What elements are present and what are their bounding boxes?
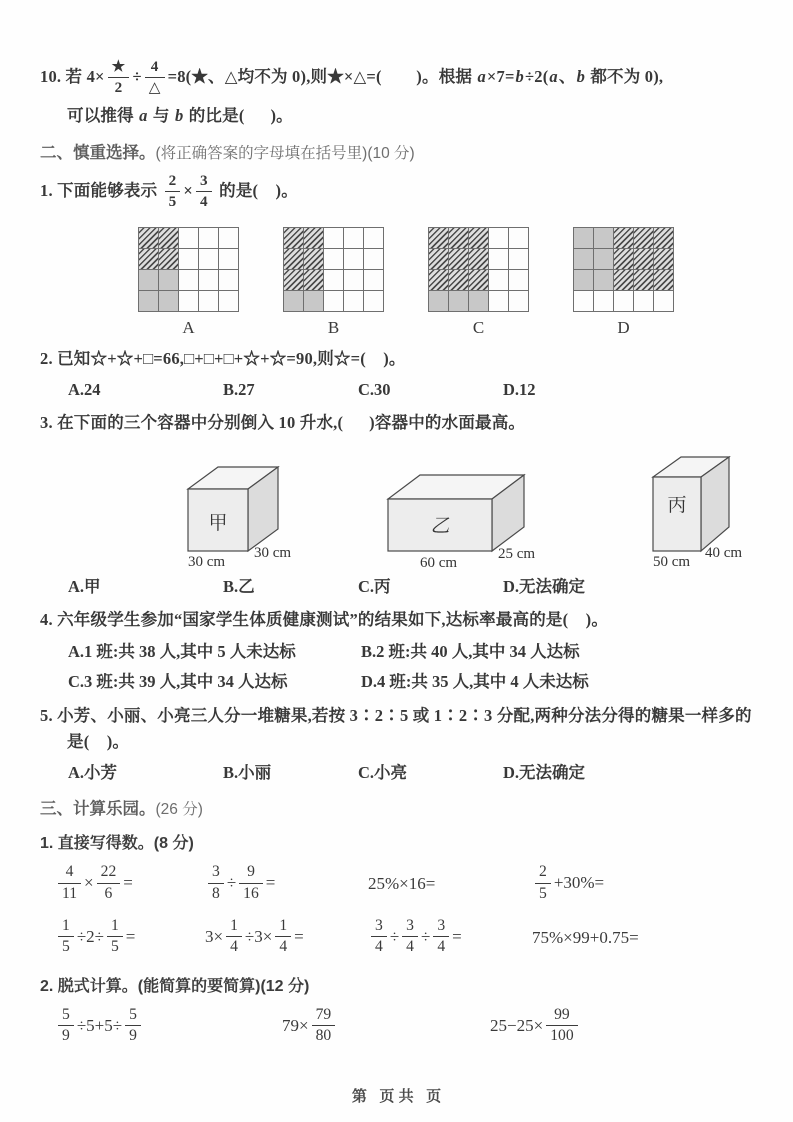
grid-cell [509,228,528,248]
grid-cell [509,249,528,269]
box-yi-bottom-dim: 60 cm [420,554,458,569]
option-c: C.30 [358,380,391,400]
grid-cell [654,249,673,269]
grid-cell [179,249,198,269]
question-2-5-line2: 是( )。 [67,731,130,751]
question-2-2: 2. 已知☆+☆+□=66,□+□+□+☆+☆=90,则☆=( )。 [40,348,406,368]
grid-cell [594,228,613,248]
grid-cell [199,291,218,311]
grid-cell [304,270,323,290]
grid-cell [284,270,303,290]
question-2-3-options [40,573,763,601]
expression: 79× $\frac{79}{80}$ [282,1006,490,1048]
option-c: C.小亮 [358,763,408,783]
grid-cell [489,228,508,248]
grid-cell [509,291,528,311]
grid-cell [344,291,363,311]
option-b: B.2 班:共 40 人,其中 34 人达标 [361,642,580,662]
fraction-grid-c-label: C [472,317,485,337]
grid-cell [364,291,383,311]
grid-cell [469,270,488,290]
grid-cell [429,270,448,290]
grid-cell [634,249,653,269]
option-a: A.甲 [68,576,101,596]
containers-row [180,447,763,569]
grid-cell [429,249,448,269]
fraction-grid-b [283,227,384,338]
fraction-grid-b-label: B [327,317,340,337]
grid-cell [199,249,218,269]
option-c: C.丙 [358,576,391,596]
grid-cell [219,291,238,311]
expression: 3× $\frac{1}{4}$ ÷3× $\frac{1}{4}$ = [205,916,304,956]
grid-cell [654,291,673,311]
question-2-4: 4. 六年级学生参加“国家学生体质健康测试”的结果如下,达标率最高的是( )。 [40,609,609,629]
grid-cell [614,249,633,269]
grid-cell [324,249,343,269]
grid-cell [159,270,178,290]
option-d: D.无法确定 [503,576,586,596]
grid-cell [344,249,363,269]
grid-cell [489,270,508,290]
grid-cell [179,228,198,248]
grid-cell [449,228,468,248]
fraction-grid-d-cells [573,227,674,312]
box-bing-side-dim: 40 cm [705,544,743,561]
grid-cell [429,291,448,311]
option-a: A.1 班:共 38 人,其中 5 人未达标 [68,642,296,662]
grid-cell [139,291,158,311]
grid-cell [574,249,593,269]
grid-cell [364,249,383,269]
grid-cell [449,270,468,290]
section-3-heading [40,797,763,822]
grid-cell [284,249,303,269]
option-b: B.小丽 [223,763,272,783]
box-bing-name: 丙 [667,494,687,516]
container-yi-figure [380,459,595,569]
section-2-heading [40,141,763,166]
grid-cell [614,270,633,290]
grid-cell [364,270,383,290]
grid-cell [469,249,488,269]
box-jia-name: 甲 [208,512,228,534]
grid-cell [159,249,178,269]
option-b: B.27 [223,380,255,400]
option-d: D.4 班:共 35 人,其中 4 人未达标 [361,671,589,691]
grid-cell [594,249,613,269]
grid-cell [634,291,653,311]
option-a: A.小芳 [68,763,118,783]
grid-cell [344,228,363,248]
section-2-title: 二、慎重选择。 [40,144,156,163]
grid-cell [614,291,633,311]
grid-cell [614,228,633,248]
question-2-5-options [40,759,763,787]
question-2-4-options-row2 [40,667,763,697]
subsection-3-1-heading: 1. 直接写得数。(8 分) [40,835,194,853]
question-2-5-line1: 5. 小芳、小丽、小亮三人分一堆糖果,若按 3∶2∶5 或 1∶2∶3 分配,两种分法分得的糖果一样多的 [40,705,752,725]
page-footer: 第 页 共 页 [351,1088,442,1105]
expression: $\frac{1}{5}$ ÷2÷ $\frac{1}{5}$ = [55,917,205,959]
grid-cell [509,270,528,290]
box-yi-illustration [380,459,595,569]
expression: $\frac{4}{11}$ × $\frac{22}{6}$ = [55,863,205,905]
grid-cell [654,270,673,290]
grid-cell [429,228,448,248]
fraction-grid-c [428,227,529,338]
section-3-note: (26 分) [155,801,203,819]
subsection-3-2-heading: 2. 脱式计算。(能简算的要简算)(12 分) [40,977,310,995]
fraction-grids-row [138,227,763,338]
box-jia-side-dim: 30 cm [254,544,292,561]
grid-cell [219,270,238,290]
grid-cell [179,291,198,311]
grid-cell [284,228,303,248]
grid-cell [344,270,363,290]
fraction-grid-a [138,227,239,338]
direct-calc-row2 [40,917,763,959]
direct-calc-row1 [40,863,763,905]
question-10 [40,58,763,129]
expression: 25%×16= [368,874,436,894]
grid-cell [574,291,593,311]
grid-cell [139,249,158,269]
grid-cell [199,270,218,290]
fraction-grid-c-cells [428,227,529,312]
expression: $\frac{3}{4}$ ÷ $\frac{3}{4}$ ÷ $\frac{3}{4}$ = [368,917,532,959]
grid-cell [324,291,343,311]
expression: $\frac{2}{5}$ +30%= [532,863,763,905]
container-bing-figure [645,447,793,569]
fraction-grid-d [573,227,674,338]
grid-cell [139,270,158,290]
grid-cell [489,291,508,311]
question-10-line2: 可以推得 a 与 b 的比是( )。 [67,105,293,125]
grid-cell [199,228,218,248]
grid-cell [304,291,323,311]
grid-cell [324,270,343,290]
grid-cell [159,228,178,248]
section-2-note: (将正确答案的字母填在括号里)(10 分) [155,145,415,163]
grid-cell [594,270,613,290]
grid-cell [594,291,613,311]
expression: 75%×99+0.75= [532,927,639,947]
box-yi-side-dim: 25 cm [498,545,536,562]
grid-cell [469,291,488,311]
fraction-grid-a-cells [138,227,239,312]
option-d: D.12 [503,380,536,400]
grid-cell [449,291,468,311]
box-bing-illustration [645,447,793,569]
grid-cell [654,228,673,248]
option-a: A.24 [68,380,101,400]
grid-cell [304,249,323,269]
expression: $\frac{3}{8}$ ÷ $\frac{9}{16}$ = [205,863,368,905]
grid-cell [364,228,383,248]
grid-cell [574,270,593,290]
question-2-2-options [40,376,763,404]
grid-cell [179,270,198,290]
fraction-grid-a-label: A [182,317,195,337]
grid-cell [219,228,238,248]
question-2-4-options-row1 [40,637,763,667]
box-yi-name: 乙 [430,515,450,537]
question-2-3: 3. 在下面的三个容器中分别倒入 10 升水,( )容器中的水面最高。 [40,413,526,433]
option-c: C.3 班:共 39 人,其中 34 人达标 [68,671,288,691]
grid-cell [449,249,468,269]
grid-cell [324,228,343,248]
option-b: B.乙 [223,576,255,596]
expression: 25−25× $\frac{99}{100}$ [490,1006,763,1048]
container-jia-figure [180,455,330,569]
stepwise-calc-row [40,1006,763,1048]
grid-cell [139,228,158,248]
grid-cell [489,249,508,269]
question-2-1: 1. 下面能够表示 $\frac{2}{5}$ × $\frac{3}{4}$ 的是( )。 [40,172,298,210]
grid-cell [284,291,303,311]
grid-cell [219,249,238,269]
box-bing-bottom-dim: 50 cm [653,553,691,569]
question-10-line1: 10. 若 4× ★ 2 ÷ 4 △ =8(★、△均不为 0),则★×△=( )。根据 a×7=b÷2(a、b 都不为 0), [40,58,664,96]
grid-cell [469,228,488,248]
fraction-grid-b-cells [283,227,384,312]
grid-cell [634,270,653,290]
section-3-title: 三、计算乐园。 [40,800,156,819]
fraction-grid-d-label: D [617,317,630,337]
grid-cell [574,228,593,248]
box-jia-illustration [180,455,330,569]
option-d: D.无法确定 [503,763,586,783]
grid-cell [634,228,653,248]
grid-cell [159,291,178,311]
expression: $\frac{5}{9}$ ÷5+5÷ $\frac{5}{9}$ [55,1006,282,1048]
grid-cell [304,228,323,248]
box-jia-bottom-dim: 30 cm [188,553,226,569]
